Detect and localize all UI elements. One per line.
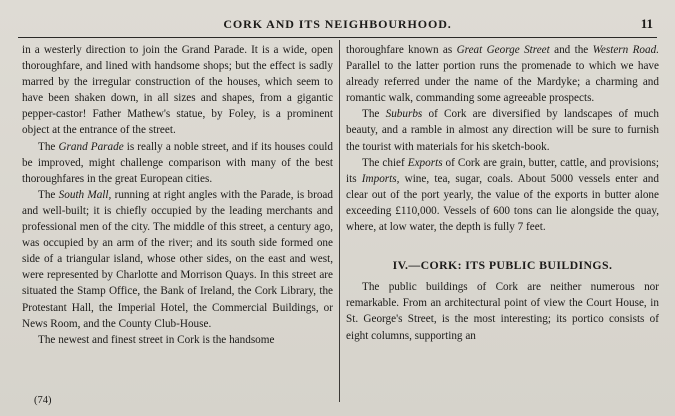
emphasis: Grand Parade — [58, 140, 124, 153]
paragraph: thoroughfare known as Great George Street and the Western Road. Parallel to the latter portion runs the promenade to which we have already referred under the name of the Mardyke; a charming and romantic walk, commanding some agreeable prospects. — [346, 44, 659, 105]
section-heading: IV.—CORK: ITS PUBLIC BUILDINGS. — [392, 258, 613, 273]
running-header — [0, 14, 675, 34]
right-column — [346, 42, 659, 344]
column-divider — [339, 40, 340, 402]
paragraph: The chief Exports of Cork are grain, butter, cattle, and provisions; its Imports, wine, tea, sugar, coals. About 5000 vessels enter and clear out of the port yearly, the value of the exports in butter alone exceeding £110,000. Vessels of 600 tons can lie alongside the quay, where, at low water, the depth is fully 7 feet. — [346, 156, 659, 234]
running-title: CORK AND ITS NEIGHBOURHOOD. — [223, 17, 452, 31]
emphasis: Great George Street — [456, 44, 550, 56]
emphasis: Exports — [407, 156, 443, 169]
paragraph: The Grand Parade is really a noble street, and if its houses could be improved, might challenge comparison with many of the best thoroughfares in the great European cities. — [22, 140, 333, 185]
emphasis: South Mall, — [58, 188, 112, 201]
paragraph: in a westerly direction to join the Grand Parade. It is a wide, open thoroughfare, and lined with handsome shops; but the effect is sadly marred by the irregular construction of the houses, which seem to have been shaken down, in all sizes and shapes, from a gigantic pepper-castor! Father Mathew's statue, by Foley, is a prominent object at the entrance of the street. — [22, 44, 333, 137]
emphasis: Imports, — [361, 172, 400, 185]
header-rule — [18, 37, 657, 38]
paragraph: The newest and finest street in Cork is the handsome — [38, 333, 275, 346]
page-number: 11 — [640, 16, 653, 31]
paragraph: The South Mall, running at right angles with the Parade, is broad and well-built; it is chiefly occupied by the leading merchants and professional men of the city. The middle of this street, a century ago, was occupied by an arm of the river; and its south side formed one side of a triangular island, whose other sides, on the east and west, were represented by Charlotte and Morrison Quays. In this street are situated the Stamp Office, the Bank of Ireland, the Cork Library, the Protestant Hall, the Imperial Hotel, the Commercial Buildings, or News Room, and the County Club-House. — [22, 188, 333, 330]
footnote-number: (74) — [34, 395, 52, 406]
emphasis: Suburbs — [385, 108, 423, 121]
left-column — [22, 42, 333, 348]
emphasis: Western Road. — [592, 44, 659, 56]
paragraph: The Suburbs of Cork are diversified by landscapes of much beauty, and a ramble in almost any direction will be sure to furnish the tourist with materials for his sketch-book. — [346, 108, 659, 153]
paragraph: The public buildings of Cork are neither numerous nor remarkable. From an architectural point of view the Court House, in St. George's Street, is the most interesting; its portico consists of eight columns, supporting an — [346, 281, 659, 342]
